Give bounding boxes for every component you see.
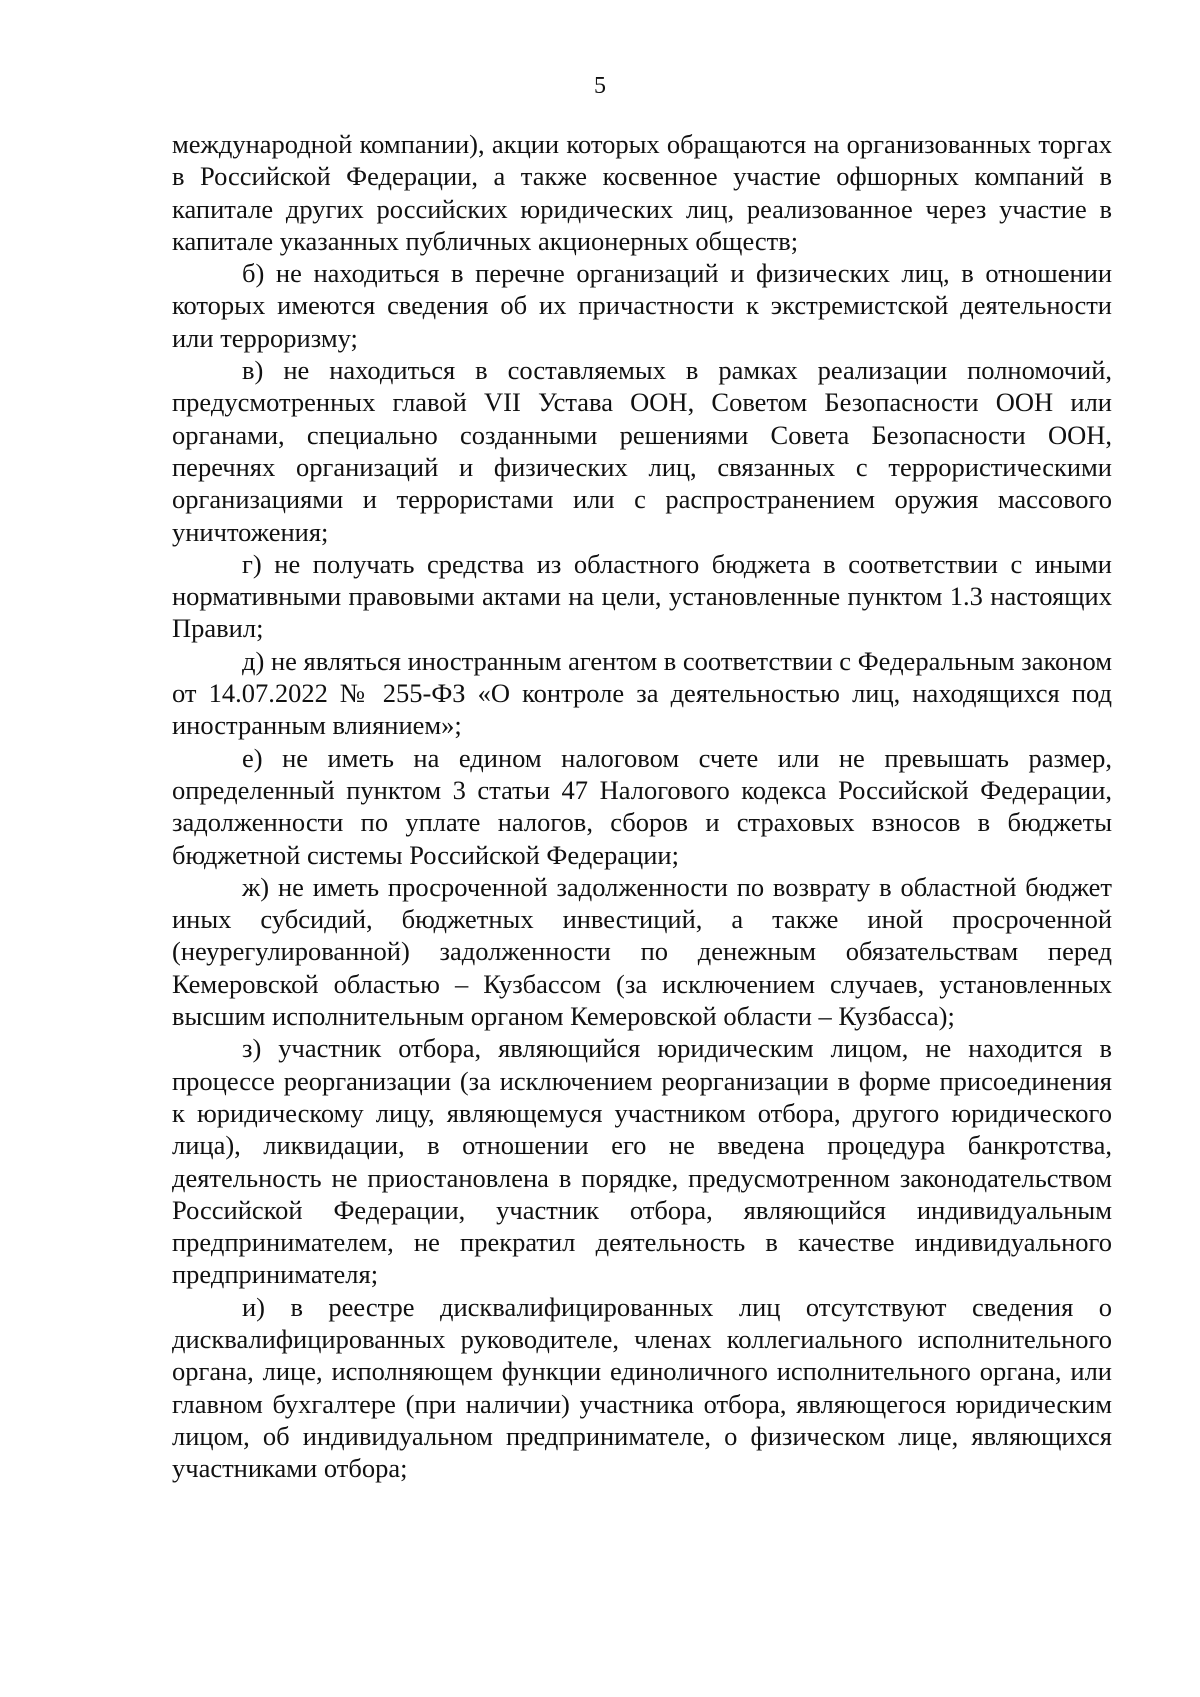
page-number: 5 — [594, 73, 606, 99]
paragraph-continuation: международной компании), акции которых обращаются на организованных торгах в Российской Федерации, а также косвенное участие офшорных компаний в капитале других российских юридических лиц, реализованное через участие в капитале указанных публичных акционерных обществ; — [172, 129, 1112, 256]
paragraph-item-d: д) не являться иностранным агентом в соответствии с Федеральным законом от 14.07.2022 № 255-ФЗ «О контроле за деятельностью лиц, находящихся под иностранным влиянием»; — [172, 645, 1112, 741]
paragraph-item-e: е) не иметь на едином налоговом счете или не превышать размер, определенный пунктом 3 статьи 47 Налогового кодекса Российской Федерации, задолженности по уплате налогов, сборов и страховых взносов в бюджеты бюджетной системы Российской Федерации; — [172, 742, 1112, 870]
paragraph-item-g: г) не получать средства из областного бюджета в соответствии с иными нормативными правовыми актами на цели, установленные пунктом 1.3 настоящих Правил; — [172, 548, 1112, 644]
paragraph-item-v: в) не находиться в составляемых в рамках реализации полномочий, предусмотренных главой VII Устава ООН, Советом Безопасности ООН или органами, специально созданными решениями Совета Безопасности ООН, перечнях организаций и физических лиц, связанных с террористическими организациями и террористами или с распространением оружия массового уничтожения; — [172, 355, 1112, 547]
paragraph-item-z: з) участник отбора, являющийся юридическим лицом, не находится в процессе реорганизации (за исключением реорганизации в форме присоединения к юридическому лицу, являющемуся участником отбора, другого юридического лица), ликвидации, в отношении его не введена процедура банкротства, деятельность не приостановлена в порядке, предусмотренном законодательством Российской Федерации, участник отбора, являющийся индивидуальным предпринимателем, не прекратил деятельность в качестве индивидуального предпринимателя; — [172, 1033, 1112, 1290]
paragraph-item-i: и) в реестре дисквалифицированных лиц отсутствуют сведения о дисквалифицированных руководителе, членах коллегиального исполнительного органа, лице, исполняющем функции единоличного исполнительного органа, или главном бухгалтере (при наличии) участника отбора, являющегося юридическим лицом, об индивидуальном предпринимателе, о физическом лице, являющихся участниками отбора; — [172, 1291, 1112, 1484]
document-body — [172, 128, 1112, 1484]
paragraph-item-zh: ж) не иметь просроченной задолженности по возврату в областной бюджет иных субсидий, бюджетных инвестиций, а также иной просроченной (неурегулированной) задолженности по денежным обязательствам перед Кемеровской областью – Кузбассом (за исключением случаев, установленных высшим исполнительным органом Кемеровской области – Кузбасса); — [172, 871, 1112, 1032]
paragraph-item-b: б) не находиться в перечне организаций и физических лиц, в отношении которых имеются сведения об их причастности к экстремистской деятельности или терроризму; — [172, 258, 1112, 353]
